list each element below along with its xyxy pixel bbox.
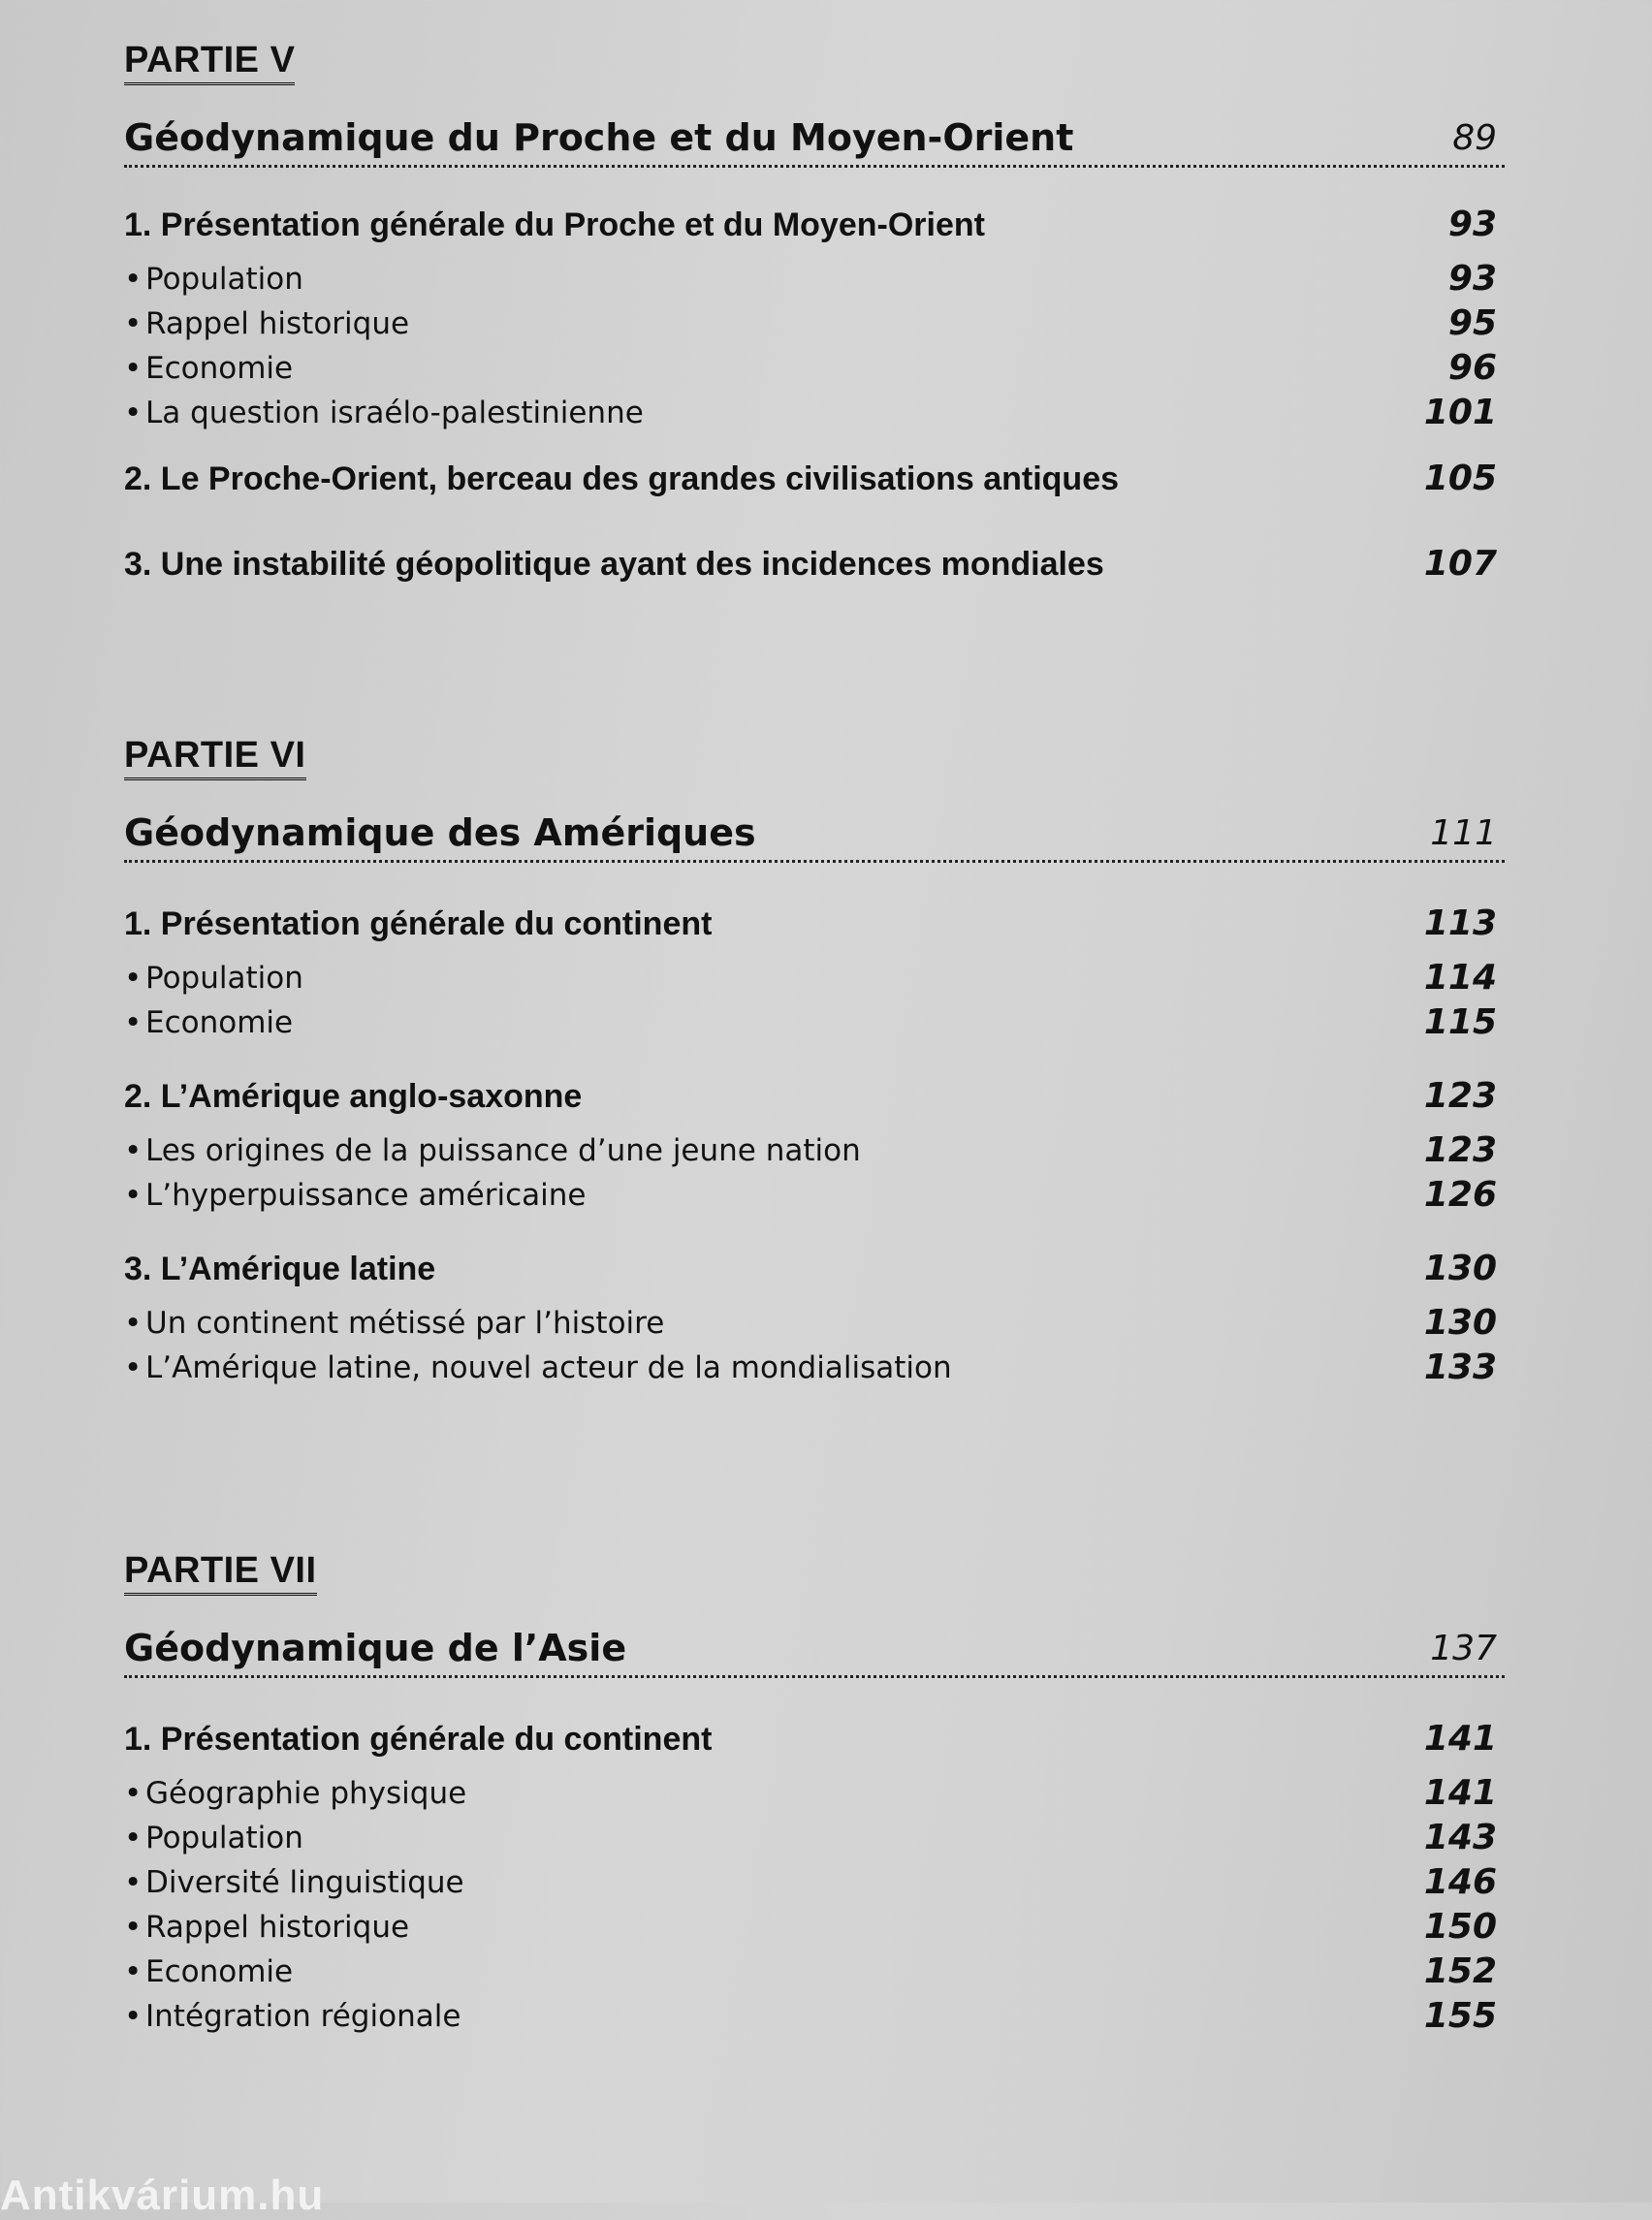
item-label: Population	[145, 961, 303, 996]
section-items	[124, 956, 1505, 1045]
item-page-number: 114	[1423, 958, 1497, 998]
item-page-number: 155	[1423, 1996, 1497, 2036]
part-title: Géodynamique du Proche et du Moyen-Orient	[124, 116, 1074, 159]
section-title: 3. L’Amérique latine	[124, 1251, 436, 1287]
list-item	[124, 1346, 1505, 1390]
item-label: Population	[145, 262, 303, 297]
item-page-number: 133	[1423, 1348, 1497, 1387]
section	[124, 542, 1505, 587]
part-vi	[124, 734, 1505, 1390]
section-row	[124, 1247, 1505, 1291]
section-row	[124, 457, 1505, 501]
section-page-number: 130	[1423, 1249, 1497, 1288]
item-page-number: 101	[1423, 393, 1497, 432]
bullet-icon: •	[124, 1865, 143, 1900]
item-page-number: 95	[1447, 303, 1497, 343]
section-items	[124, 1128, 1505, 1218]
item-label: L’Amérique latine, nouvel acteur de la mondialisation	[145, 1350, 952, 1385]
item-page-number: 115	[1423, 1002, 1497, 1042]
item-page-number: 141	[1423, 1773, 1497, 1813]
bullet-icon: •	[124, 262, 143, 297]
bullet-icon: •	[124, 961, 143, 996]
part-page-number: 137	[1430, 1629, 1497, 1668]
section-title: 1. Présentation générale du Proche et du Moyen-Orient	[124, 206, 985, 243]
part-vii	[124, 1549, 1505, 2039]
bullet-icon: •	[124, 1306, 143, 1341]
section-items	[124, 1301, 1505, 1390]
item-page-number: 146	[1423, 1862, 1497, 1902]
item-label: Intégration régionale	[145, 1999, 461, 2034]
list-item	[124, 1816, 1505, 1860]
bullet-icon: •	[124, 1178, 143, 1213]
item-label: Rappel historique	[145, 1910, 410, 1945]
list-item	[124, 1128, 1505, 1173]
item-page-number: 143	[1423, 1818, 1497, 1857]
part-title-row	[124, 809, 1505, 863]
item-label: L’hyperpuissance américaine	[145, 1178, 587, 1213]
section-title: 1. Présentation générale du continent	[124, 1721, 713, 1758]
item-label: Diversité linguistique	[145, 1865, 464, 1900]
bullet-icon: •	[124, 1910, 143, 1945]
list-item	[124, 1860, 1505, 1905]
part-page-number: 111	[1430, 813, 1497, 853]
item-page-number: 150	[1423, 1907, 1497, 1947]
list-item	[124, 1173, 1505, 1218]
item-label: Les origines de la puissance d’une jeune nation	[145, 1133, 861, 1168]
list-item	[124, 391, 1505, 435]
section-items	[124, 1771, 1505, 2039]
list-item	[124, 257, 1505, 301]
section-page-number: 141	[1423, 1719, 1497, 1759]
bullet-icon: •	[124, 351, 143, 386]
part-title: Géodynamique de l’Asie	[124, 1627, 627, 1669]
bullet-icon: •	[124, 1133, 143, 1168]
item-page-number: 130	[1423, 1303, 1497, 1343]
bullet-icon: •	[124, 1005, 143, 1040]
section-page-number: 113	[1423, 904, 1497, 943]
section-row	[124, 203, 1505, 247]
section	[124, 1247, 1505, 1390]
part-title: Géodynamique des Amériques	[124, 811, 756, 854]
bullet-icon: •	[124, 1954, 143, 1989]
item-label: Rappel historique	[145, 306, 410, 341]
section-row	[124, 1717, 1505, 1761]
list-item	[124, 1000, 1505, 1045]
list-item	[124, 1905, 1505, 1950]
part-label: PARTIE VI	[124, 734, 306, 780]
item-page-number: 123	[1423, 1130, 1497, 1170]
part-page-number: 89	[1452, 118, 1497, 158]
bullet-icon: •	[124, 396, 143, 430]
bullet-icon: •	[124, 306, 143, 341]
item-label: Economie	[145, 1005, 294, 1040]
section-page-number: 107	[1423, 544, 1497, 584]
section-title: 1. Présentation générale du continent	[124, 905, 713, 942]
list-item	[124, 301, 1505, 346]
item-label: Géographie physique	[145, 1776, 467, 1811]
list-item	[124, 346, 1505, 391]
section	[124, 902, 1505, 1045]
item-page-number: 126	[1423, 1175, 1497, 1215]
part-title-row	[124, 1625, 1505, 1678]
section-title: 3. Une instabilité géopolitique ayant des incidences mondiales	[124, 546, 1104, 583]
bullet-icon: •	[124, 1821, 143, 1855]
bullet-icon: •	[124, 1776, 143, 1811]
section	[124, 457, 1505, 501]
item-label: La question israélo-palestinienne	[145, 396, 644, 430]
list-item	[124, 956, 1505, 1000]
section-row	[124, 902, 1505, 946]
section-page-number: 123	[1423, 1076, 1497, 1116]
section	[124, 1717, 1505, 2039]
part-label: PARTIE V	[124, 39, 295, 85]
section-row	[124, 542, 1505, 587]
list-item	[124, 1994, 1505, 2039]
table-of-contents	[124, 39, 1505, 2039]
list-item	[124, 1771, 1505, 1816]
item-label: Un continent métissé par l’histoire	[145, 1306, 665, 1341]
item-page-number: 96	[1447, 348, 1497, 388]
section-row	[124, 1074, 1505, 1119]
watermark: Antikvárium.hu	[0, 2172, 325, 2219]
section	[124, 1074, 1505, 1218]
part-label: PARTIE VII	[124, 1549, 317, 1596]
item-page-number: 93	[1447, 259, 1497, 299]
item-label: Population	[145, 1821, 303, 1855]
part-title-row	[124, 114, 1505, 168]
section-title: 2. L’Amérique anglo-saxonne	[124, 1078, 583, 1115]
bullet-icon: •	[124, 1350, 143, 1385]
item-label: Economie	[145, 351, 294, 386]
list-item	[124, 1950, 1505, 1994]
section-items	[124, 257, 1505, 435]
bullet-icon: •	[124, 1999, 143, 2034]
section-title: 2. Le Proche-Orient, berceau des grandes civilisations antiques	[124, 460, 1120, 497]
item-page-number: 152	[1423, 1951, 1497, 1991]
section-page-number: 93	[1447, 205, 1497, 244]
section	[124, 203, 1505, 435]
part-v	[124, 39, 1505, 587]
section-page-number: 105	[1423, 459, 1497, 498]
item-label: Economie	[145, 1954, 294, 1989]
list-item	[124, 1301, 1505, 1346]
